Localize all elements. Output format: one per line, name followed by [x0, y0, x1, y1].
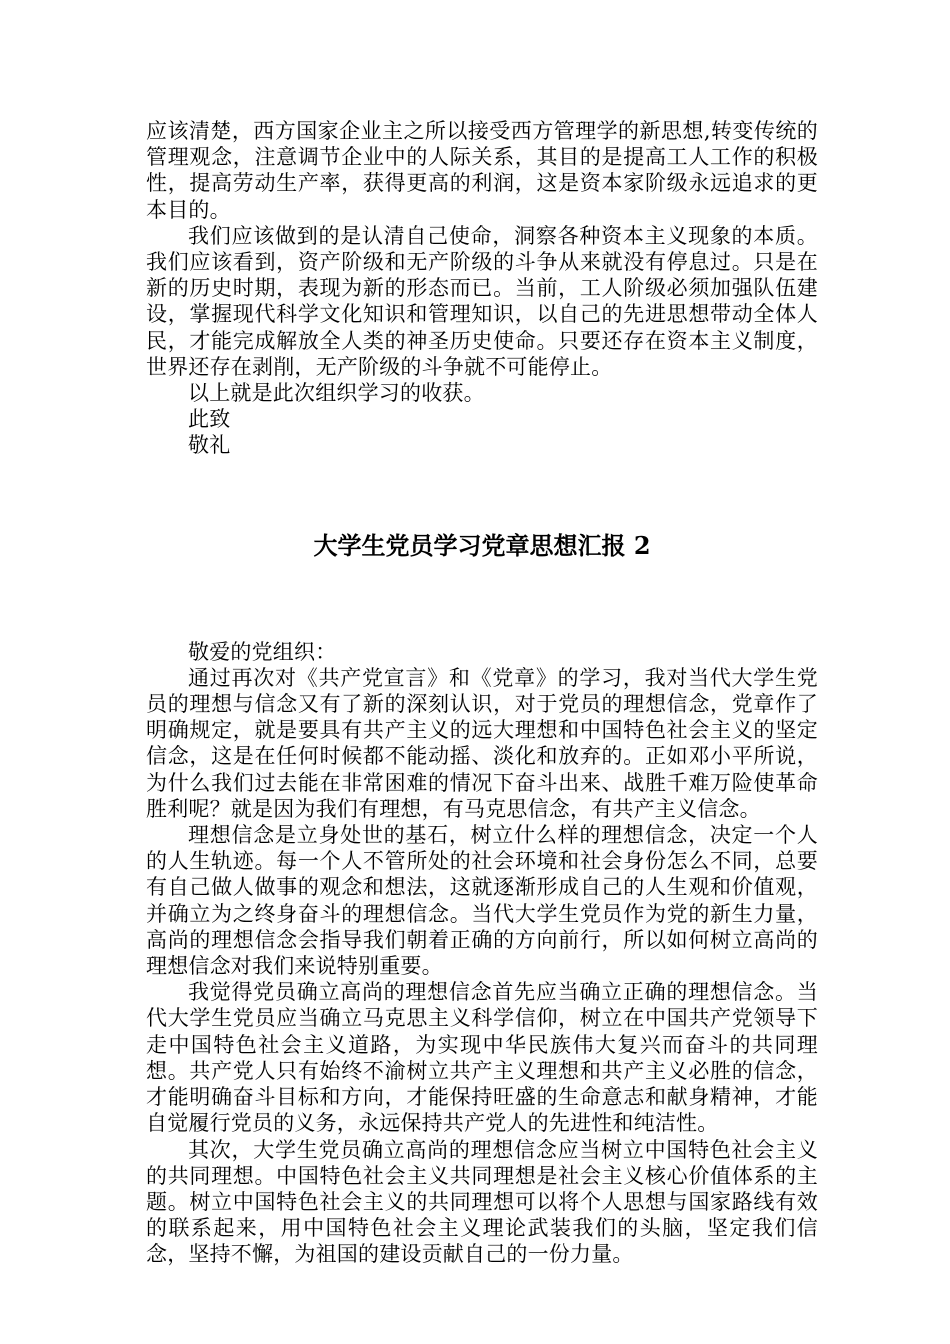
document-page [146, 118, 818, 1268]
body-paragraph: 我觉得党员确立高尚的理想信念首先应当确立正确的理想信念。当代大学生党员应当确立马克思主义科学信仰，树立在中国共产党领导下走中国特色社会主义道路，为实现中华民族伟大复兴而奋斗的共同理想。共产党人只有始终不渝树立共产主义理想和共产主义必胜的信念，才能明确奋斗目标和方向，才能保持旺盛的生命意志和献身精神，才能自觉履行党员的义务，永远保持共产党人的先进性和纯洁性。 [146, 980, 818, 1136]
closing-line: 敬礼 [188, 433, 231, 458]
body-paragraph: 应该清楚，西方国家企业主之所以接受西方管理学的新思想,转变传统的管理观念，注意调节企业中的人际关系，其目的是提高工人工作的积极性，提高劳动生产率，获得更高的利润，这是资本家阶级永远追求的更本目的。 [146, 119, 818, 222]
body-paragraph: 我们应该做到的是认清自己使命，洞察各种资本主义现象的本质。我们应该看到，资产阶级和无产阶级的斗争从来就没有停息过。只是在新的历史时期，表现为新的形态而已。当前，工人阶级必须加强队伍建设，掌握现代科学文化知识和管理知识，以自己的先进思想带动全体人民，才能完成解放全人类的神圣历史使命。只要还存在资本主义制度，世界还存在剥削，无产阶级的斗争就不可能停止。 [146, 223, 818, 379]
body-paragraph: 理想信念是立身处世的基石，树立什么样的理想信念，决定一个人的人生轨迹。每一个人不管所处的社会环境和社会身份怎么不同，总要有自己做人做事的观念和想法，这就逐渐形成自己的人生观和价值观，并确立为之终身奋斗的理想信念。当代大学生党员作为党的新生力量，高尚的理想信念会指导我们朝着正确的方向前行，所以如何树立高尚的理想信念对我们来说特别重要。 [146, 823, 818, 979]
salutation: 敬爱的党组织： [188, 639, 337, 664]
body-paragraph: 以上就是此次组织学习的收获。 [188, 381, 485, 406]
section-title: 大学生党员学习党章思想汇报 2 [313, 530, 651, 560]
section-title-block [146, 459, 818, 639]
body-paragraph: 其次，大学生党员确立高尚的理想信念应当树立中国特色社会主义的共同理想。中国特色社会主义共同理想是社会主义核心价值体系的主题。树立中国特色社会主义的共同理想可以将个人思想与国家路线有效的联系起来，用中国特色社会主义理论武装我们的头脑，坚定我们信念，坚持不懈，为祖国的建设贡献自己的一份力量。 [146, 1137, 818, 1267]
body-paragraph: 通过再次对《共产党宣言》和《党章》的学习，我对当代大学生党员的理想与信念又有了新的深刻认识，对于党员的理想信念，党章作了明确规定，就是要具有共产主义的远大理想和中国特色社会主义的坚定信念，这是在任何时候都不能动摇、淡化和放弃的。正如邓小平所说，为什么我们过去能在非常困难的情况下奋斗出来、战胜千难万险使革命胜利呢？就是因为我们有理想，有马克思信念，有共产主义信念。 [146, 665, 818, 821]
closing-line: 此致 [188, 407, 231, 432]
